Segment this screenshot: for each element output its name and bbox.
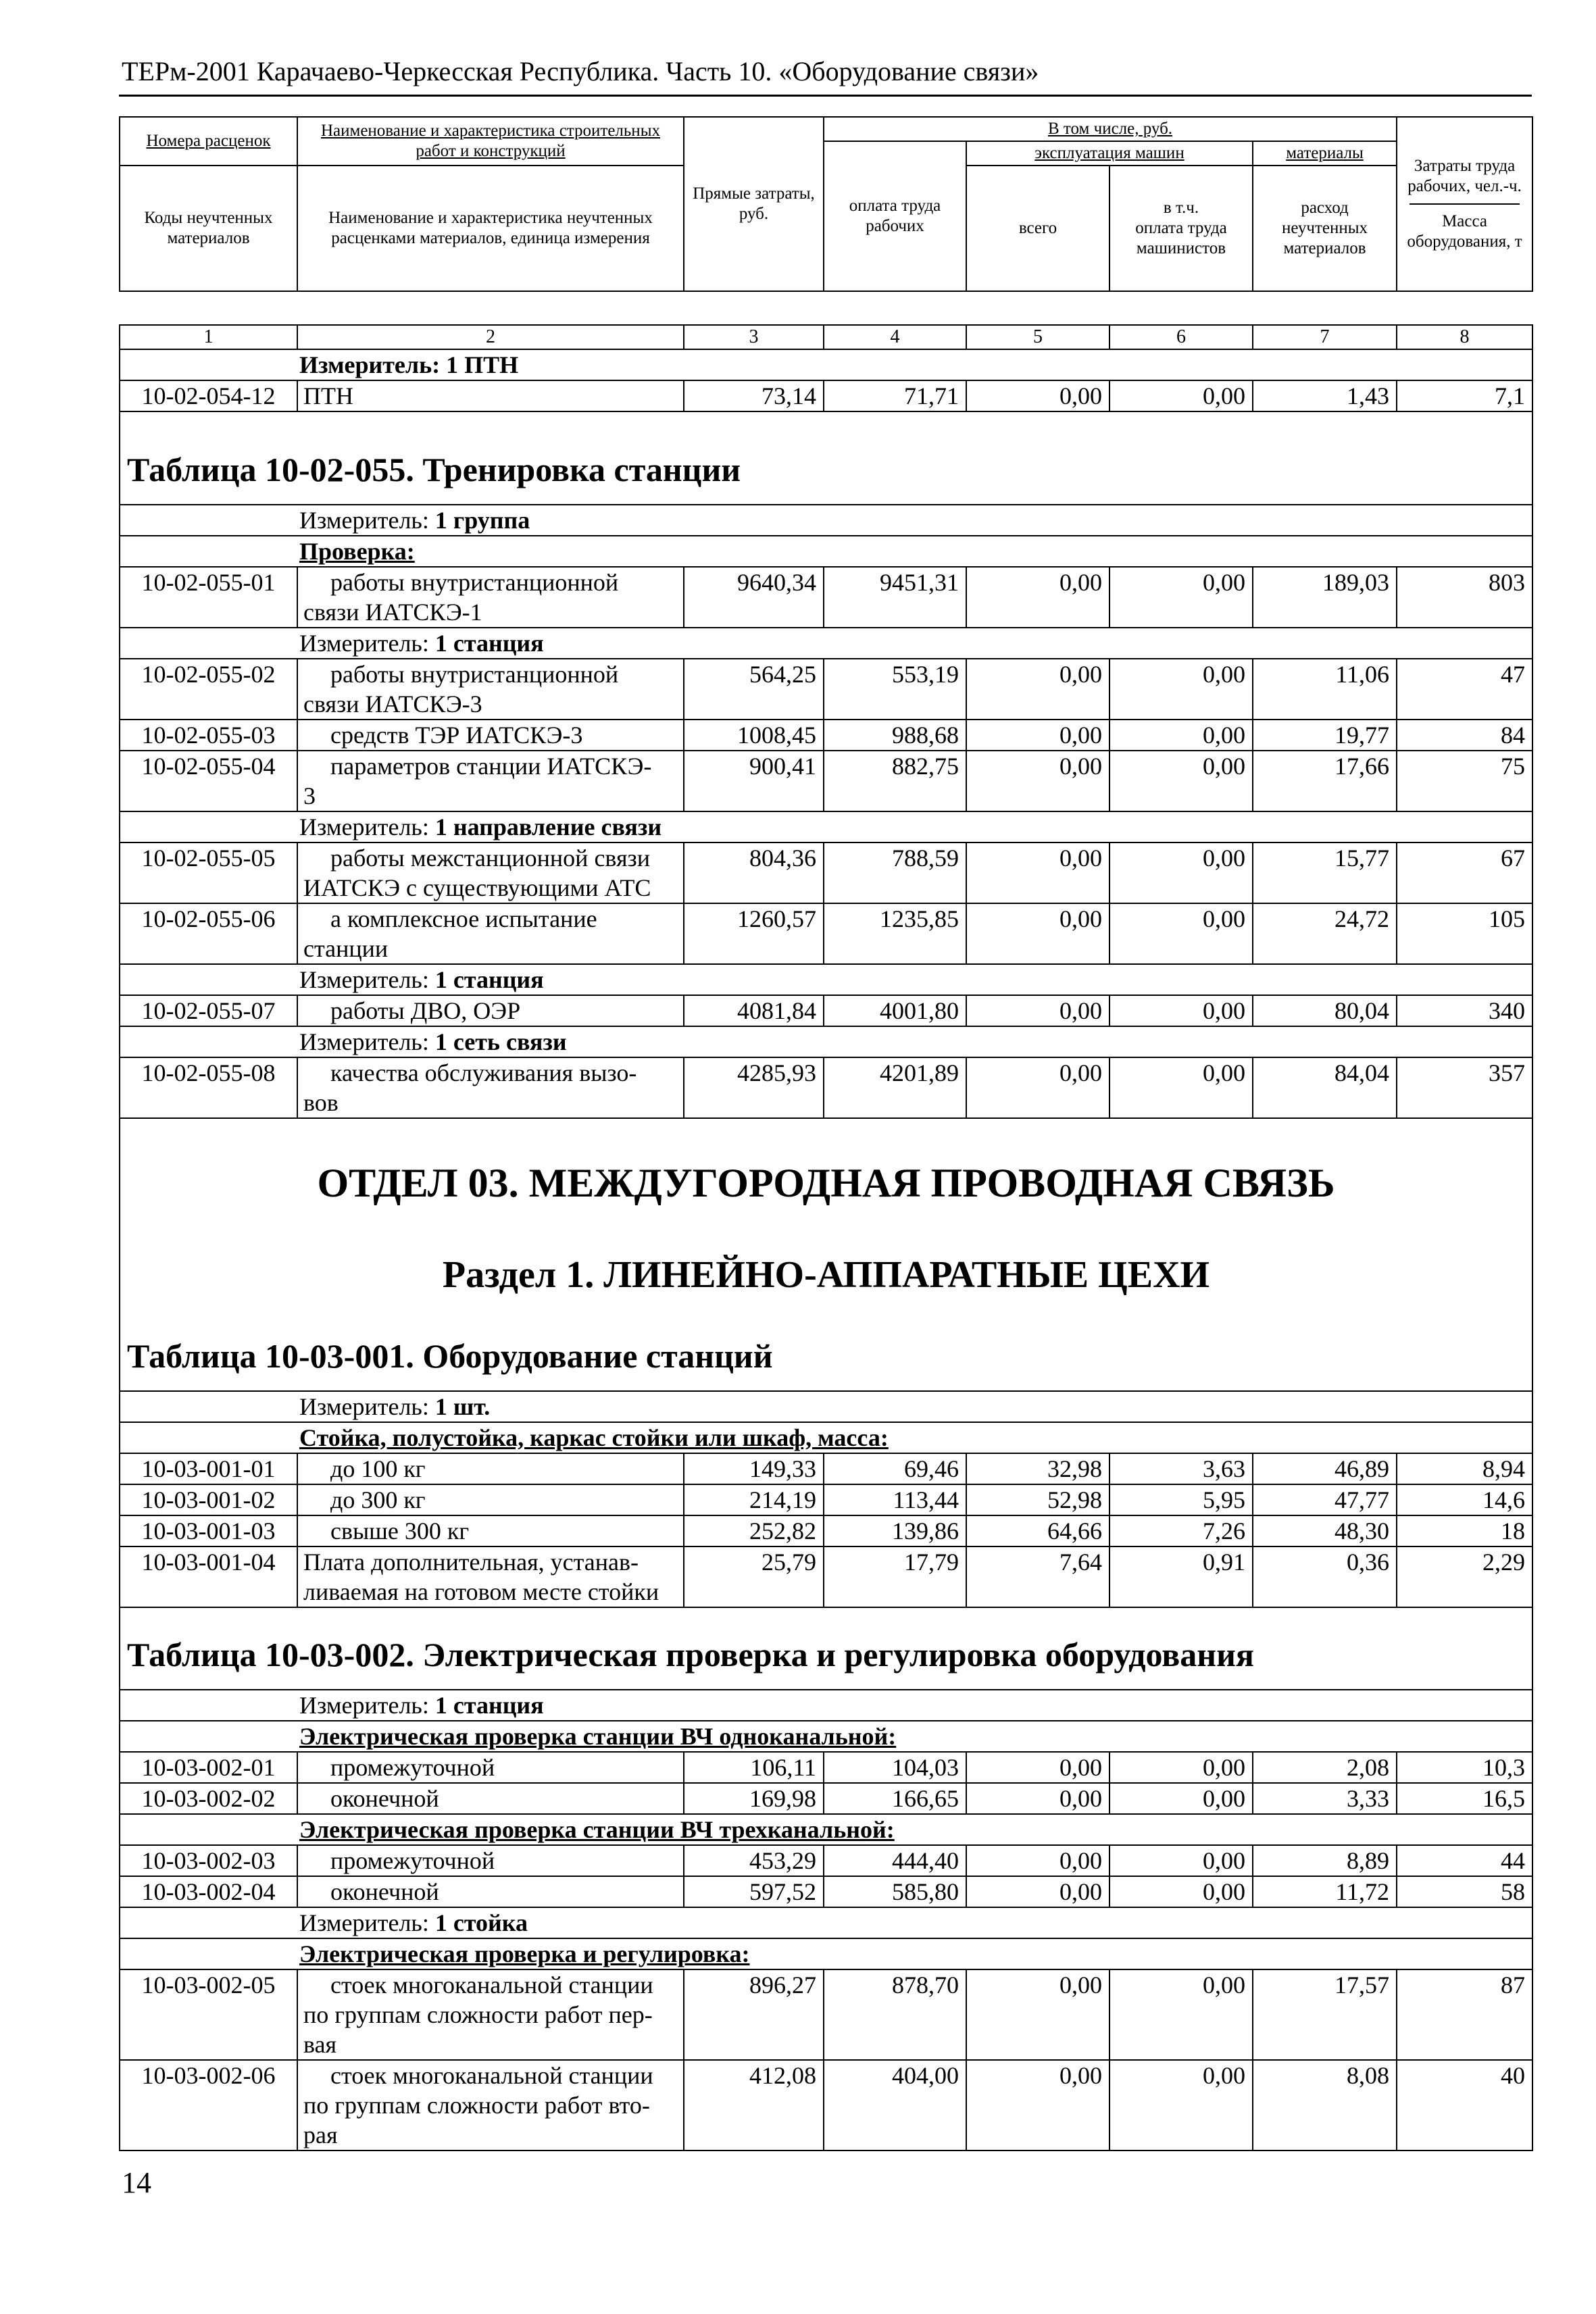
rate-code: 10-02-054-12 xyxy=(120,380,297,411)
col-number: 1 xyxy=(120,325,297,349)
rate-name: работы межстанционной связи ИАТСКЭ с существующими АТС xyxy=(297,842,684,903)
machine-total: 0,00 xyxy=(966,720,1109,751)
machinist-pay: 0,00 xyxy=(1109,1752,1253,1783)
labor-hours: 67 xyxy=(1397,842,1532,903)
materials: 8,89 xyxy=(1253,1845,1397,1876)
table-row xyxy=(120,380,1532,411)
machine-total: 0,00 xyxy=(966,380,1109,411)
machinist-pay: 0,00 xyxy=(1109,903,1253,964)
machine-total: 0,00 xyxy=(966,1057,1109,1118)
labor-hours: 87 xyxy=(1397,1969,1532,2060)
direct-costs: 896,27 xyxy=(684,1969,824,2060)
group-label: Проверка: xyxy=(120,536,1532,567)
measure-label: Измеритель: 1 стойка xyxy=(120,1907,1532,1938)
header-machines: эксплуатация машин xyxy=(966,141,1253,166)
measure-row xyxy=(120,811,1532,842)
labor-pay: 404,00 xyxy=(824,2060,966,2150)
machinist-pay: 7,26 xyxy=(1109,1515,1253,1546)
labor-pay: 69,46 xyxy=(824,1453,966,1484)
labor-pay: 113,44 xyxy=(824,1484,966,1515)
materials: 19,77 xyxy=(1253,720,1397,751)
labor-hours: 10,3 xyxy=(1397,1752,1532,1783)
rate-code: 10-02-055-08 xyxy=(120,1057,297,1118)
direct-costs: 73,14 xyxy=(684,380,824,411)
materials: 84,04 xyxy=(1253,1057,1397,1118)
machinist-pay: 0,00 xyxy=(1109,1783,1253,1814)
header-rule xyxy=(119,95,1532,97)
table-title: Таблица 10-03-002. Электрическая проверка и регулировка оборудования xyxy=(120,1607,1532,1690)
direct-costs: 252,82 xyxy=(684,1515,824,1546)
machinist-pay: 0,00 xyxy=(1109,1969,1253,2060)
machine-total: 52,98 xyxy=(966,1484,1109,1515)
labor-pay: 139,86 xyxy=(824,1515,966,1546)
col-number: 8 xyxy=(1397,325,1532,349)
machinist-pay: 0,00 xyxy=(1109,995,1253,1026)
rate-code: 10-03-002-05 xyxy=(120,1969,297,2060)
group-row xyxy=(120,1938,1532,1969)
rate-code: 10-02-055-07 xyxy=(120,995,297,1026)
direct-costs: 9640,34 xyxy=(684,567,824,628)
materials: 17,66 xyxy=(1253,751,1397,811)
measure-label: Измеритель: 1 станция xyxy=(120,1690,1532,1721)
table-row xyxy=(120,751,1532,811)
header-col8-separator xyxy=(1410,203,1520,205)
department-heading: ОТДЕЛ 03. МЕЖДУГОРОДНАЯ ПРОВОДНАЯ СВЯЗЬ xyxy=(120,1118,1532,1234)
measure-label: Измеритель: 1 группа xyxy=(120,505,1532,536)
group-label: Электрическая проверка станции ВЧ трехканальной: xyxy=(120,1814,1532,1845)
table-row xyxy=(120,1515,1532,1546)
labor-pay: 988,68 xyxy=(824,720,966,751)
measure-row xyxy=(120,964,1532,995)
rate-code: 10-03-002-01 xyxy=(120,1752,297,1783)
labor-hours: 7,1 xyxy=(1397,380,1532,411)
labor-hours: 16,5 xyxy=(1397,1783,1532,1814)
direct-costs: 597,52 xyxy=(684,1876,824,1907)
measure-row xyxy=(120,1026,1532,1057)
labor-pay: 1235,85 xyxy=(824,903,966,964)
materials: 1,43 xyxy=(1253,380,1397,411)
measure-row xyxy=(120,1907,1532,1938)
table-row xyxy=(120,1845,1532,1876)
header-col8 xyxy=(1397,117,1532,291)
labor-hours: 8,94 xyxy=(1397,1453,1532,1484)
labor-pay: 9451,31 xyxy=(824,567,966,628)
machinist-pay: 0,00 xyxy=(1109,380,1253,411)
rates-table xyxy=(119,324,1533,2151)
labor-pay: 4201,89 xyxy=(824,1057,966,1118)
rate-name: оконечной xyxy=(297,1783,684,1814)
table-row xyxy=(120,903,1532,964)
labor-pay: 444,40 xyxy=(824,1845,966,1876)
header-col5: всего xyxy=(966,166,1109,291)
rate-code: 10-02-055-01 xyxy=(120,567,297,628)
department-row xyxy=(120,1118,1532,1234)
header-col2-bottom: Наименование и характеристика неучтенных расценками материалов, единица измерения xyxy=(297,166,684,291)
rate-name: работы внутристанционной связи ИАТСКЭ-1 xyxy=(297,567,684,628)
rate-code: 10-03-001-01 xyxy=(120,1453,297,1484)
direct-costs: 149,33 xyxy=(684,1453,824,1484)
rate-name: ПТН xyxy=(297,380,684,411)
running-header: ТЕРм-2001 Карачаево-Черкесская Республика. Часть 10. «Оборудование связи» xyxy=(122,56,1039,86)
machine-total: 0,00 xyxy=(966,995,1109,1026)
machine-total: 0,00 xyxy=(966,1783,1109,1814)
header-col8-top: Затраты труда рабочих, чел.-ч. xyxy=(1407,157,1522,195)
machine-total: 0,00 xyxy=(966,2060,1109,2150)
machinist-pay: 0,00 xyxy=(1109,659,1253,720)
machinist-pay: 0,00 xyxy=(1109,1876,1253,1907)
header-col8-bottom: Масса оборудования, т xyxy=(1407,212,1522,251)
machinist-pay: 0,00 xyxy=(1109,2060,1253,2150)
rate-code: 10-03-001-03 xyxy=(120,1515,297,1546)
direct-costs: 453,29 xyxy=(684,1845,824,1876)
materials: 189,03 xyxy=(1253,567,1397,628)
group-row xyxy=(120,1814,1532,1845)
group-label: Стойка, полустойка, каркас стойки или шкаф, масса: xyxy=(120,1422,1532,1453)
table-row xyxy=(120,1484,1532,1515)
measure-label: Измеритель: 1 направление связи xyxy=(120,811,1532,842)
rate-code: 10-02-055-05 xyxy=(120,842,297,903)
table-row xyxy=(120,1752,1532,1783)
rate-code: 10-03-002-04 xyxy=(120,1876,297,1907)
header-materials: материалы xyxy=(1253,141,1397,166)
rate-name: средств ТЭР ИАТСКЭ-3 xyxy=(297,720,684,751)
table-row xyxy=(120,842,1532,903)
header-col6-b: оплата труда машинистов xyxy=(1135,219,1227,257)
rate-name: до 300 кг xyxy=(297,1484,684,1515)
direct-costs: 169,98 xyxy=(684,1783,824,1814)
header-col2-top: Наименование и характеристика строительных работ и конструкций xyxy=(297,117,684,166)
header-col1-bottom: Коды неучтенных материалов xyxy=(120,166,297,291)
column-number-row xyxy=(120,325,1532,349)
table-row xyxy=(120,1057,1532,1118)
labor-hours: 357 xyxy=(1397,1057,1532,1118)
machine-total: 7,64 xyxy=(966,1546,1109,1607)
table-title: Таблица 10-03-001. Оборудование станций xyxy=(120,1324,1532,1391)
rate-code: 10-02-055-06 xyxy=(120,903,297,964)
machinist-pay: 3,63 xyxy=(1109,1453,1253,1484)
rate-name: качества обслуживания вызо- вов xyxy=(297,1057,684,1118)
col-number: 3 xyxy=(684,325,824,349)
measure-row xyxy=(120,349,1532,380)
labor-pay: 585,80 xyxy=(824,1876,966,1907)
table-row xyxy=(120,1969,1532,2060)
labor-pay: 553,19 xyxy=(824,659,966,720)
direct-costs: 564,25 xyxy=(684,659,824,720)
group-row xyxy=(120,1721,1532,1752)
machinist-pay: 0,00 xyxy=(1109,720,1253,751)
table-title-row xyxy=(120,1607,1532,1690)
machine-total: 64,66 xyxy=(966,1515,1109,1546)
materials: 11,06 xyxy=(1253,659,1397,720)
rate-code: 10-03-001-04 xyxy=(120,1546,297,1607)
materials: 46,89 xyxy=(1253,1453,1397,1484)
group-label: Электрическая проверка и регулировка: xyxy=(120,1938,1532,1969)
materials: 11,72 xyxy=(1253,1876,1397,1907)
labor-pay: 166,65 xyxy=(824,1783,966,1814)
col-number: 4 xyxy=(824,325,966,349)
col-number: 5 xyxy=(966,325,1109,349)
machine-total: 0,00 xyxy=(966,1969,1109,2060)
rate-code: 10-03-002-02 xyxy=(120,1783,297,1814)
rate-name: промежуточной xyxy=(297,1845,684,1876)
table-row xyxy=(120,659,1532,720)
measure-row xyxy=(120,505,1532,536)
labor-hours: 18 xyxy=(1397,1515,1532,1546)
labor-pay: 788,59 xyxy=(824,842,966,903)
labor-pay: 104,03 xyxy=(824,1752,966,1783)
rate-name: до 100 кг xyxy=(297,1453,684,1484)
page-number: 14 xyxy=(122,2166,151,2199)
materials: 8,08 xyxy=(1253,2060,1397,2150)
table-title-row xyxy=(120,1324,1532,1391)
machine-total: 0,00 xyxy=(966,751,1109,811)
materials: 17,57 xyxy=(1253,1969,1397,2060)
labor-pay: 17,79 xyxy=(824,1546,966,1607)
table-row xyxy=(120,1453,1532,1484)
rate-name: стоек многоканальной станции по группам сложности работ пер- вая xyxy=(297,1969,684,2060)
measure-label: Измеритель: 1 станция xyxy=(120,964,1532,995)
measure-label: Измеритель: 1 станция xyxy=(120,628,1532,659)
section-row xyxy=(120,1234,1532,1324)
labor-hours: 803 xyxy=(1397,567,1532,628)
labor-pay: 4001,80 xyxy=(824,995,966,1026)
machinist-pay: 0,91 xyxy=(1109,1546,1253,1607)
machine-total: 0,00 xyxy=(966,659,1109,720)
measure-label: Измеритель: 1 ПТН xyxy=(120,349,1532,380)
direct-costs: 804,36 xyxy=(684,842,824,903)
header-col3: Прямые затраты, руб. xyxy=(684,117,824,291)
group-row xyxy=(120,536,1532,567)
labor-hours: 14,6 xyxy=(1397,1484,1532,1515)
direct-costs: 4285,93 xyxy=(684,1057,824,1118)
header-in-total: В том числе, руб. xyxy=(824,117,1397,141)
labor-hours: 84 xyxy=(1397,720,1532,751)
table-row xyxy=(120,1546,1532,1607)
measure-label: Измеритель: 1 сеть связи xyxy=(120,1026,1532,1057)
rate-code: 10-02-055-02 xyxy=(120,659,297,720)
rate-name: а комплексное испытание станции xyxy=(297,903,684,964)
rate-name: параметров станции ИАТСКЭ- 3 xyxy=(297,751,684,811)
rate-code: 10-02-055-03 xyxy=(120,720,297,751)
labor-hours: 44 xyxy=(1397,1845,1532,1876)
group-label: Электрическая проверка станции ВЧ одноканальной: xyxy=(120,1721,1532,1752)
machine-total: 0,00 xyxy=(966,1752,1109,1783)
direct-costs: 106,11 xyxy=(684,1752,824,1783)
rate-code: 10-03-002-03 xyxy=(120,1845,297,1876)
machinist-pay: 0,00 xyxy=(1109,1845,1253,1876)
materials: 3,33 xyxy=(1253,1783,1397,1814)
direct-costs: 900,41 xyxy=(684,751,824,811)
materials: 24,72 xyxy=(1253,903,1397,964)
column-header-table xyxy=(119,116,1533,292)
direct-costs: 412,08 xyxy=(684,2060,824,2150)
table-title-row xyxy=(120,411,1532,505)
materials: 80,04 xyxy=(1253,995,1397,1026)
measure-row xyxy=(120,1690,1532,1721)
rate-code: 10-03-001-02 xyxy=(120,1484,297,1515)
rate-name: промежуточной xyxy=(297,1752,684,1783)
machine-total: 0,00 xyxy=(966,903,1109,964)
labor-hours: 58 xyxy=(1397,1876,1532,1907)
header-col6 xyxy=(1109,166,1253,291)
table-row xyxy=(120,567,1532,628)
measure-row xyxy=(120,628,1532,659)
table-title: Таблица 10-02-055. Тренировка станции xyxy=(120,411,1532,505)
measure-row xyxy=(120,1391,1532,1422)
materials: 0,36 xyxy=(1253,1546,1397,1607)
machinist-pay: 0,00 xyxy=(1109,842,1253,903)
measure-label: Измеритель: 1 шт. xyxy=(120,1391,1532,1422)
rate-name: Плата дополнительная, устанав- ливаемая на готовом месте стойки xyxy=(297,1546,684,1607)
labor-hours: 2,29 xyxy=(1397,1546,1532,1607)
rate-name: стоек многоканальной станции по группам сложности работ вто- рая xyxy=(297,2060,684,2150)
group-row xyxy=(120,1422,1532,1453)
labor-hours: 340 xyxy=(1397,995,1532,1026)
labor-hours: 105 xyxy=(1397,903,1532,964)
table-row xyxy=(120,720,1532,751)
header-col4: оплата труда рабочих xyxy=(824,141,966,291)
rate-name: работы внутристанционной связи ИАТСКЭ-3 xyxy=(297,659,684,720)
materials: 47,77 xyxy=(1253,1484,1397,1515)
materials: 2,08 xyxy=(1253,1752,1397,1783)
table-row xyxy=(120,1876,1532,1907)
direct-costs: 1260,57 xyxy=(684,903,824,964)
labor-pay: 878,70 xyxy=(824,1969,966,2060)
labor-hours: 75 xyxy=(1397,751,1532,811)
header-col1-top: Номера расценок xyxy=(120,117,297,166)
machine-total: 0,00 xyxy=(966,567,1109,628)
machine-total: 0,00 xyxy=(966,1845,1109,1876)
rate-name: работы ДВО, ОЭР xyxy=(297,995,684,1026)
labor-hours: 47 xyxy=(1397,659,1532,720)
direct-costs: 4081,84 xyxy=(684,995,824,1026)
col-number: 7 xyxy=(1253,325,1397,349)
machine-total: 0,00 xyxy=(966,842,1109,903)
labor-pay: 882,75 xyxy=(824,751,966,811)
machinist-pay: 0,00 xyxy=(1109,567,1253,628)
materials: 15,77 xyxy=(1253,842,1397,903)
rate-code: 10-02-055-04 xyxy=(120,751,297,811)
direct-costs: 25,79 xyxy=(684,1546,824,1607)
machinist-pay: 0,00 xyxy=(1109,751,1253,811)
rate-name: оконечной xyxy=(297,1876,684,1907)
machinist-pay: 0,00 xyxy=(1109,1057,1253,1118)
col-number: 2 xyxy=(297,325,684,349)
table-row xyxy=(120,995,1532,1026)
direct-costs: 1008,45 xyxy=(684,720,824,751)
labor-pay: 71,71 xyxy=(824,380,966,411)
direct-costs: 214,19 xyxy=(684,1484,824,1515)
header-col7: расход неучтенных материалов xyxy=(1253,166,1397,291)
rate-code: 10-03-002-06 xyxy=(120,2060,297,2150)
col-number: 6 xyxy=(1109,325,1253,349)
section-heading: Раздел 1. ЛИНЕЙНО-АППАРАТНЫЕ ЦЕХИ xyxy=(120,1234,1532,1324)
header-col6-a: в т.ч. xyxy=(1163,199,1199,217)
materials: 48,30 xyxy=(1253,1515,1397,1546)
labor-hours: 40 xyxy=(1397,2060,1532,2150)
rate-name: свыше 300 кг xyxy=(297,1515,684,1546)
table-row xyxy=(120,1783,1532,1814)
machinist-pay: 5,95 xyxy=(1109,1484,1253,1515)
table-row xyxy=(120,2060,1532,2150)
machine-total: 0,00 xyxy=(966,1876,1109,1907)
machine-total: 32,98 xyxy=(966,1453,1109,1484)
